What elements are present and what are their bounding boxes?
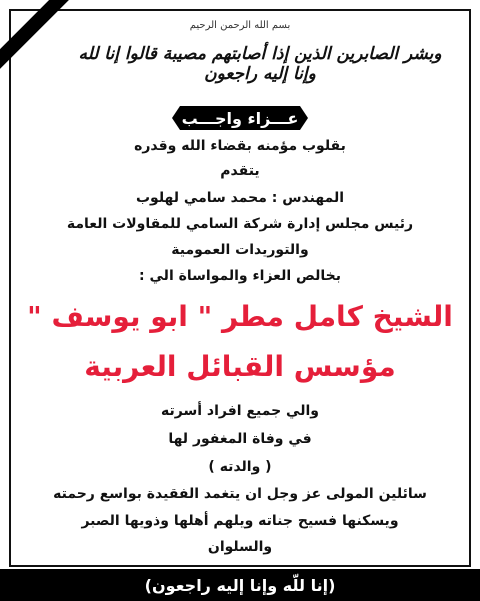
condolence-banner: عـــزاء واجـــب xyxy=(180,106,300,130)
page-frame xyxy=(9,9,471,567)
text-line-6: بخالص العزاء والمواساة الي : xyxy=(139,268,341,284)
text-line-8: في وفاة المغفور لها xyxy=(168,431,312,447)
text-line-1: بقلوب مؤمنه بقضاء الله وقدره xyxy=(134,138,346,154)
footer-bar: (إنا للّه وإنا إليه راجعون) xyxy=(0,569,480,601)
mourning-ribbon-icon xyxy=(0,0,70,70)
text-line-12: والسلوان xyxy=(207,539,273,555)
text-line-11: ويسكنها فسيح جناته ويلهم أهلها وذويها الصبر xyxy=(81,513,399,529)
quran-verse: وبشر الصابرين الذين إذا أصابتهم مصيبة قالوا إنا لله وإنا إليه راجعون xyxy=(78,44,442,85)
text-line-4: رئيس مجلس إدارة شركة السامي للمقاولات العامة xyxy=(66,216,414,232)
text-line-9: ( والدته ) xyxy=(208,459,272,475)
basmala: بسم الله الرحمن الرحيم xyxy=(189,20,291,31)
text-line-2: يتقدم xyxy=(220,163,260,179)
text-line-3: المهندس : محمد سامي لهلوب xyxy=(135,190,345,206)
text-line-5: والتوريدات العمومية xyxy=(171,242,309,258)
text-line-10: سائلين المولى عز وجل ان يتغمد الفقيدة بواسع رحمته xyxy=(53,486,427,502)
relative-title: مؤسس القبائل العربية xyxy=(84,350,396,383)
text-line-7: والي جميع افراد أسرته xyxy=(161,403,319,419)
deceased-relative-name: الشيخ كامل مطر " ابو يوسف " xyxy=(27,300,453,333)
